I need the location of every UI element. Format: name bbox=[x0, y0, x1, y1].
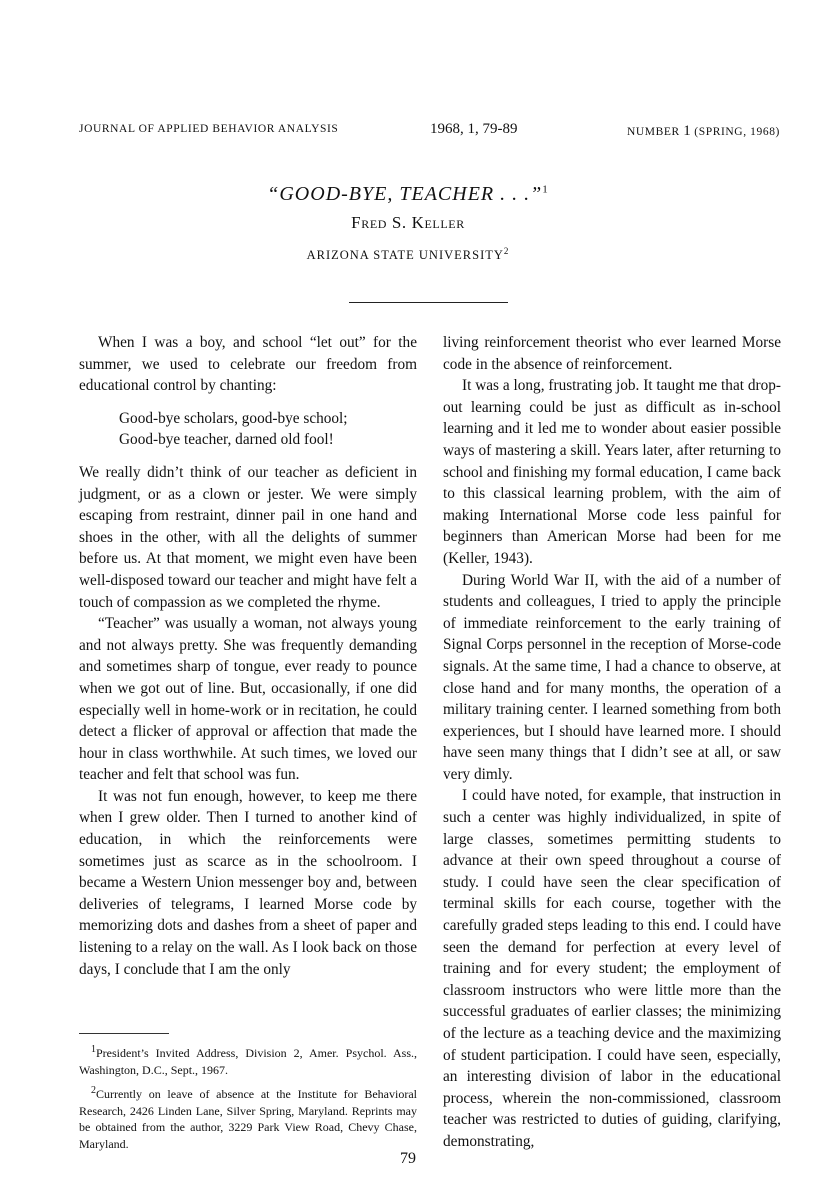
author-name bbox=[0, 213, 816, 233]
paragraph: It was not fun enough, however, to keep me there when I grew older. Then I turned to another kind of education, in which the reinforcements were sometimes just as scarce as in the schoolroom. I became a Western Union messenger boy and, between deliveries of telegrams, I learned Morse code by memorizing dots and dashes from a sheet of paper and listening to a relay on the wall. As I look back on those days, I conclude that I am the only bbox=[79, 787, 417, 978]
affiliation-footnote-mark: 2 bbox=[503, 246, 510, 256]
issue-info bbox=[627, 123, 780, 140]
article-title bbox=[0, 183, 816, 206]
affiliation-text: ARIZONA STATE UNIVERSITY bbox=[306, 248, 504, 263]
issue-suffix: (SPRING, 1968) bbox=[694, 126, 780, 138]
left-column bbox=[79, 332, 417, 980]
page-number: 79 bbox=[400, 1150, 416, 1167]
citation: 1968, 1, 79-89 bbox=[430, 121, 518, 137]
footnote-text: Currently on leave of absence at the Institute for Behavioral Research, 2426 Linden Lane, Silver Spring, Maryland. Reprints may be obtained from the author, 3229 Park View Road, Chevy Chase, Maryland. bbox=[79, 1087, 417, 1151]
issue-number: 1 bbox=[683, 123, 691, 139]
title-text: “GOOD-BYE, TEACHER . . .” bbox=[267, 183, 543, 205]
footnote-1 bbox=[79, 1042, 417, 1078]
journal-name: JOURNAL OF APPLIED BEHAVIOR ANALYSIS bbox=[79, 123, 339, 135]
paragraph: “Teacher” was usually a woman, not always young and not always pretty. She was frequently demanding and sometimes sharp of tongue, ever ready to pounce when we got out of line. But, occasionally, if one did especially well in home-work or in recitation, he could detect a flicker of approval or affection that made the hour in class worthwhile. At such times, we loved our teacher and felt that school was fun. bbox=[79, 615, 417, 784]
footnote-text: President’s Invited Address, Division 2, Amer. Psychol. Ass., Washington, D.C., Sept., 1967. bbox=[79, 1046, 417, 1077]
verse-line: Good-bye scholars, good-bye school; bbox=[119, 409, 348, 427]
issue-prefix: NUMBER bbox=[627, 126, 680, 138]
footnote-2 bbox=[79, 1083, 417, 1152]
running-header bbox=[0, 121, 816, 137]
footnote-divider bbox=[79, 1033, 169, 1034]
affiliation bbox=[0, 246, 816, 263]
paragraph: living reinforcement theorist who ever learned Morse code in the absence of reinforcement. bbox=[443, 334, 781, 373]
verse bbox=[119, 408, 417, 451]
right-column bbox=[443, 332, 781, 1153]
title-divider bbox=[349, 302, 508, 303]
paragraph: We really didn’t think of our teacher as deficient in judgment, or as a clown or jester. We were simply escaping from restraint, dinner pail in one hand and shoes in the other, with all the delights of summer before us. At that moment, we might even have been well-disposed toward our teacher and might have felt a touch of compassion as we completed the rhyme. bbox=[79, 463, 417, 611]
paragraph: During World War II, with the aid of a number of students and colleagues, I tried to apply the principle of immediate reinforcement to the early training of Signal Corps personnel in the reception of Morse-code signals. At the same time, I had a chance to observe, at close hand and for many months, the operation of a military training center. I learned something from both experiences, but I should have learned more. I should have seen many things that I didn’t see at all, or saw very dimly. bbox=[443, 571, 781, 783]
verse-line: Good-bye teacher, darned old fool! bbox=[119, 431, 334, 449]
paragraph: When I was a boy, and school “let out” for the summer, we used to celebrate our freedom from educational control by chanting: bbox=[79, 334, 417, 395]
paragraph: I could have noted, for example, that instruction in such a center was highly individualized, in spite of large classes, sometimes permitting students to advance at their own speed throughout a course of study. I could have seen the clear specification of terminal skills for each course, together with the carefully graded steps leading to this end. I could have seen the demand for perfection at every level of training and for every student; the employment of classroom instructors who were little more than the successful graduates of earlier classes; the minimizing of the lecture as a teaching device and the maximizing of student participation. I could have seen, especially, an interesting division of labor in the educational process, wherein the non-commissioned, classroom teacher was restricted to duties of guiding, clarifying, demonstrating, bbox=[443, 787, 781, 1150]
footnote-mark: 2 bbox=[91, 1085, 96, 1096]
paragraph: It was a long, frustrating job. It taught me that drop-out learning could be just as difficult as in-school learning and it led me to wonder about easier possible ways of mastering a skill. Years later, after returning to school and finishing my formal education, I came back to this classical learning problem, with the aim of making International Morse code less painful for beginners than American Morse had been for me (Keller, 1943). bbox=[443, 377, 781, 567]
title-footnote-mark: 1 bbox=[542, 183, 549, 196]
author-text: Fred S. Keller bbox=[351, 213, 465, 232]
footnote-mark: 1 bbox=[91, 1044, 96, 1055]
